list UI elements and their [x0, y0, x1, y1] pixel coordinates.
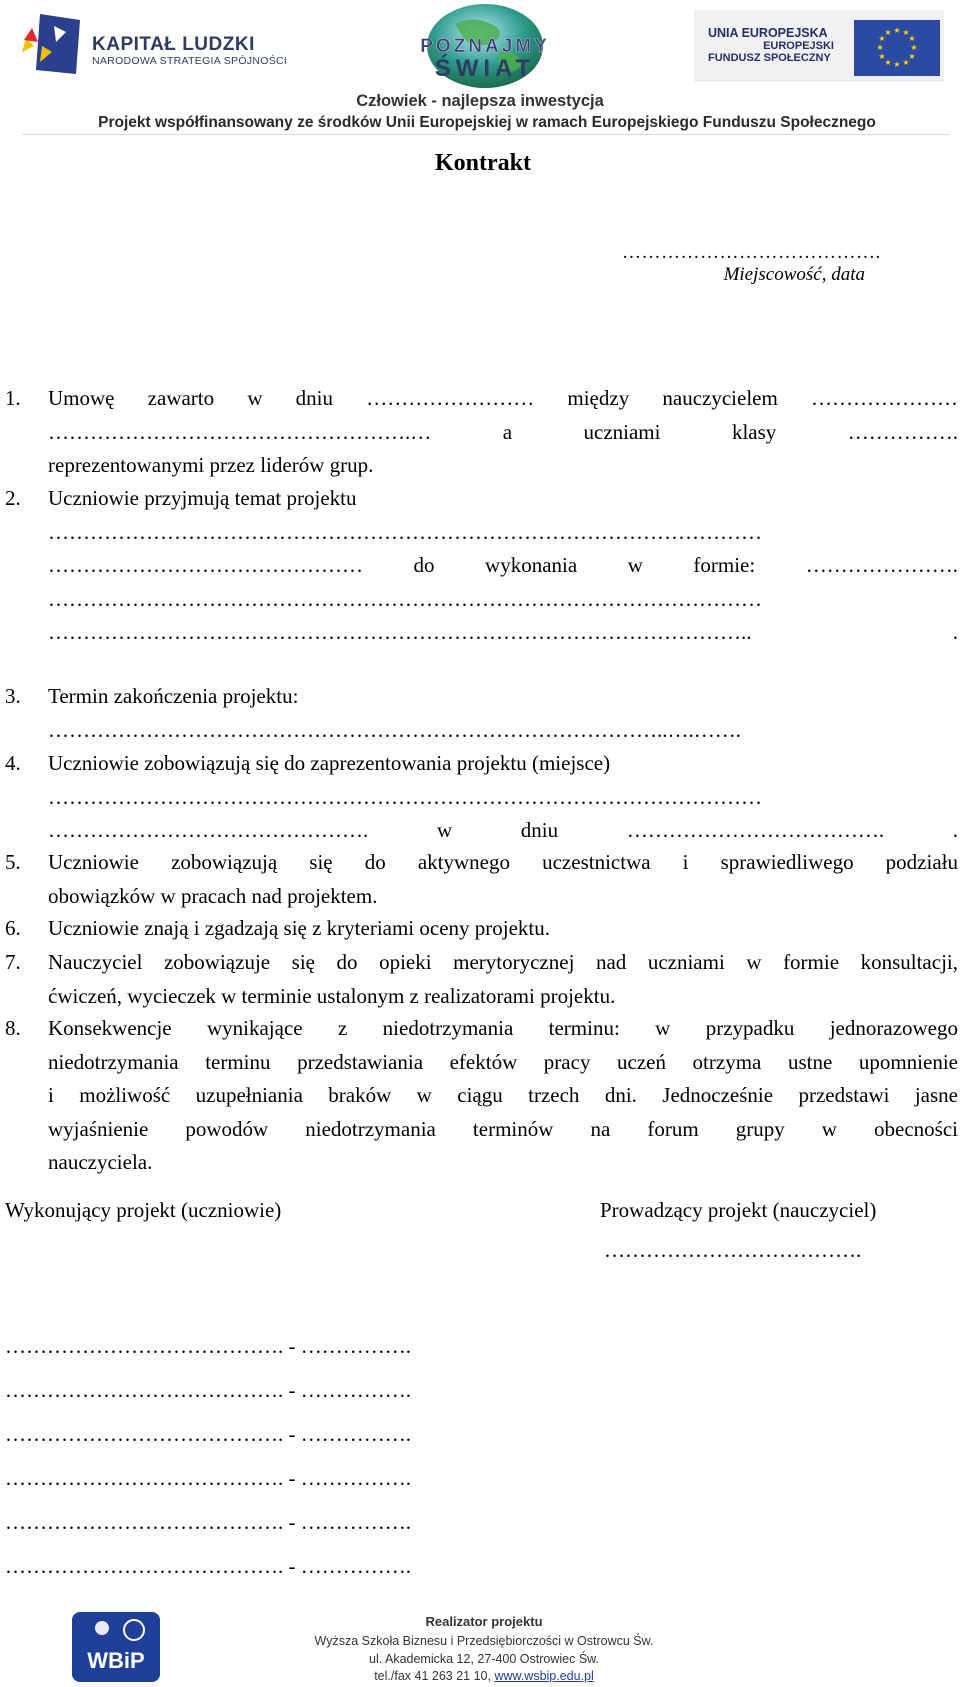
item-line: Nauczyciel zobowiązuje się do opieki merytorycznej nad uczniami w formie konsultacji, — [48, 950, 958, 974]
item-line: Konsekwencje wynikające z niedotrzymania terminu: w przypadku jednorazowego — [48, 1016, 958, 1040]
student-signature-field: …………………………………. - ……………. — [5, 1554, 411, 1578]
item-number: 5. — [5, 850, 21, 874]
footer-title: Realizator projektu — [425, 1614, 543, 1629]
student-signature-field: …………………………………. - ……………. — [5, 1334, 411, 1358]
item-line: Uczniowie zobowiązują się do aktywnego uczestnictwa i sprawiedliwego podziału — [48, 850, 958, 874]
footer-website-link[interactable]: www.wsbip.edu.pl — [494, 1669, 594, 1683]
item-line: Umowę zawarto w dniu …………………… między nauczycielem ………………… — [48, 386, 958, 410]
item-line: ……………………………………… do wykonania w formie: …………………. — [48, 553, 958, 577]
item-line: Uczniowie zobowiązują się do zaprezentowania projektu (miejsce) — [48, 751, 611, 775]
item-number: 6. — [5, 916, 21, 940]
item-number: 7. — [5, 950, 21, 974]
item-line: ………………………………………………………………………………………… — [48, 519, 762, 544]
kapital-ludzki-name: KAPITAŁ LUDZKI — [92, 34, 255, 55]
item-line: obowiązków w pracach nad projektem. — [48, 883, 378, 908]
eu-flag-icon — [854, 20, 940, 76]
wsbip-logo-text: WBiP — [87, 1648, 145, 1673]
item-line: nauczyciela. — [48, 1150, 153, 1174]
item-line: Uczniowie przyjmują temat projektu — [48, 486, 357, 510]
item-number: 2. — [5, 486, 21, 510]
item-number: 3. — [5, 684, 21, 708]
place-date-field: …………………………………. — [622, 242, 881, 263]
wsbip-logo — [72, 1612, 160, 1682]
teacher-signature-label: Prowadzący projekt (nauczyciel) — [600, 1198, 877, 1222]
item-number: 8. — [5, 1016, 21, 1040]
swiat-text: ŚWIAT — [434, 55, 536, 82]
ue-line2: EUROPEJSKI — [763, 40, 834, 52]
footer-contact: tel./fax 41 263 21 10, — [374, 1669, 495, 1683]
students-signature-label: Wykonujący projekt (uczniowie) — [5, 1198, 282, 1222]
item-line: ……………………………………………………………………………………….. . — [48, 620, 958, 644]
item-line: i możliwość uzupełniania braków w ciągu trzech dni. Jednocześnie przedstawi jasne — [48, 1083, 958, 1107]
item-number: 1. — [5, 386, 21, 410]
svg-text:★: ★ — [908, 52, 916, 61]
svg-text:★: ★ — [908, 34, 916, 43]
footer-line1: Wyższa Szkoła Biznesu i Przedsiębiorczości w Ostrowcu Św. — [314, 1634, 654, 1648]
footer-line2: ul. Akademicka 12, 27-400 Ostrowiec Św. — [369, 1652, 599, 1666]
ue-line1: UNIA EUROPEJSKA — [708, 26, 828, 40]
svg-text:★: ★ — [876, 43, 884, 52]
item-line: wyjaśnienie powodów niedotrzymania terminów na forum grupy w obecności — [48, 1116, 958, 1141]
student-signature-field: …………………………………. - ……………. — [5, 1510, 411, 1534]
svg-text:★: ★ — [878, 52, 886, 61]
footer-line3 — [290, 1669, 678, 1683]
poznajmy-text: POZNAJMY — [420, 36, 550, 57]
kapital-ludzki-emblem-icon — [18, 12, 88, 78]
svg-text:★: ★ — [884, 28, 892, 37]
teacher-signature-field: ………………………………. — [604, 1238, 862, 1262]
svg-text:★: ★ — [910, 43, 918, 52]
item-line: ………………………………………. w dniu ………………………………. . — [48, 818, 958, 842]
svg-text:★: ★ — [884, 58, 892, 67]
svg-text:★: ★ — [902, 28, 910, 37]
item-line: …………………………………………….… a uczniami klasy ……………. — [48, 419, 958, 444]
header-divider — [22, 134, 950, 135]
svg-text:★: ★ — [902, 58, 910, 67]
tagline: Człowiek - najlepsza inwestycja — [356, 92, 604, 110]
item-line: ……………………………………………………………………………..….……. — [48, 717, 741, 742]
svg-text:★: ★ — [878, 34, 886, 43]
item-line: ………………………………………………………………………………………… — [48, 784, 762, 809]
svg-text:★: ★ — [893, 60, 901, 69]
svg-text:★: ★ — [893, 26, 901, 35]
cofinancing-note: Projekt współfinansowany ze środków Unii Europejskiej w ramach Europejskiego Funduszu Społecznego — [98, 114, 876, 131]
item-line: Termin zakończenia projektu: — [48, 684, 299, 708]
place-date-label: Miejscowość, data — [723, 264, 865, 285]
item-line: Uczniowie znają i zgadzają się z kryteriami oceny projektu. — [48, 916, 551, 940]
item-line: reprezentowanymi przez liderów grup. — [48, 453, 374, 477]
document-title: Kontrakt — [435, 150, 531, 176]
student-signature-field: …………………………………. - ……………. — [5, 1378, 411, 1402]
kapital-ludzki-subtitle: NARODOWA STRATEGIA SPÓJNOŚCI — [92, 55, 288, 67]
ue-line3: FUNDUSZ SPOŁECZNY — [708, 52, 831, 64]
item-line: ………………………………………………………………………………………… — [48, 586, 762, 611]
item-number: 4. — [5, 751, 21, 775]
item-line: niedotrzymania terminu przedstawiania efektów pracy uczeń otrzyma ustne upomnienie — [48, 1049, 958, 1074]
student-signature-field: …………………………………. - ……………. — [5, 1466, 411, 1490]
student-signature-field: …………………………………. - ……………. — [5, 1422, 411, 1446]
item-line: ćwiczeń, wycieczek w terminie ustalonym z realizatorami projektu. — [48, 983, 616, 1008]
